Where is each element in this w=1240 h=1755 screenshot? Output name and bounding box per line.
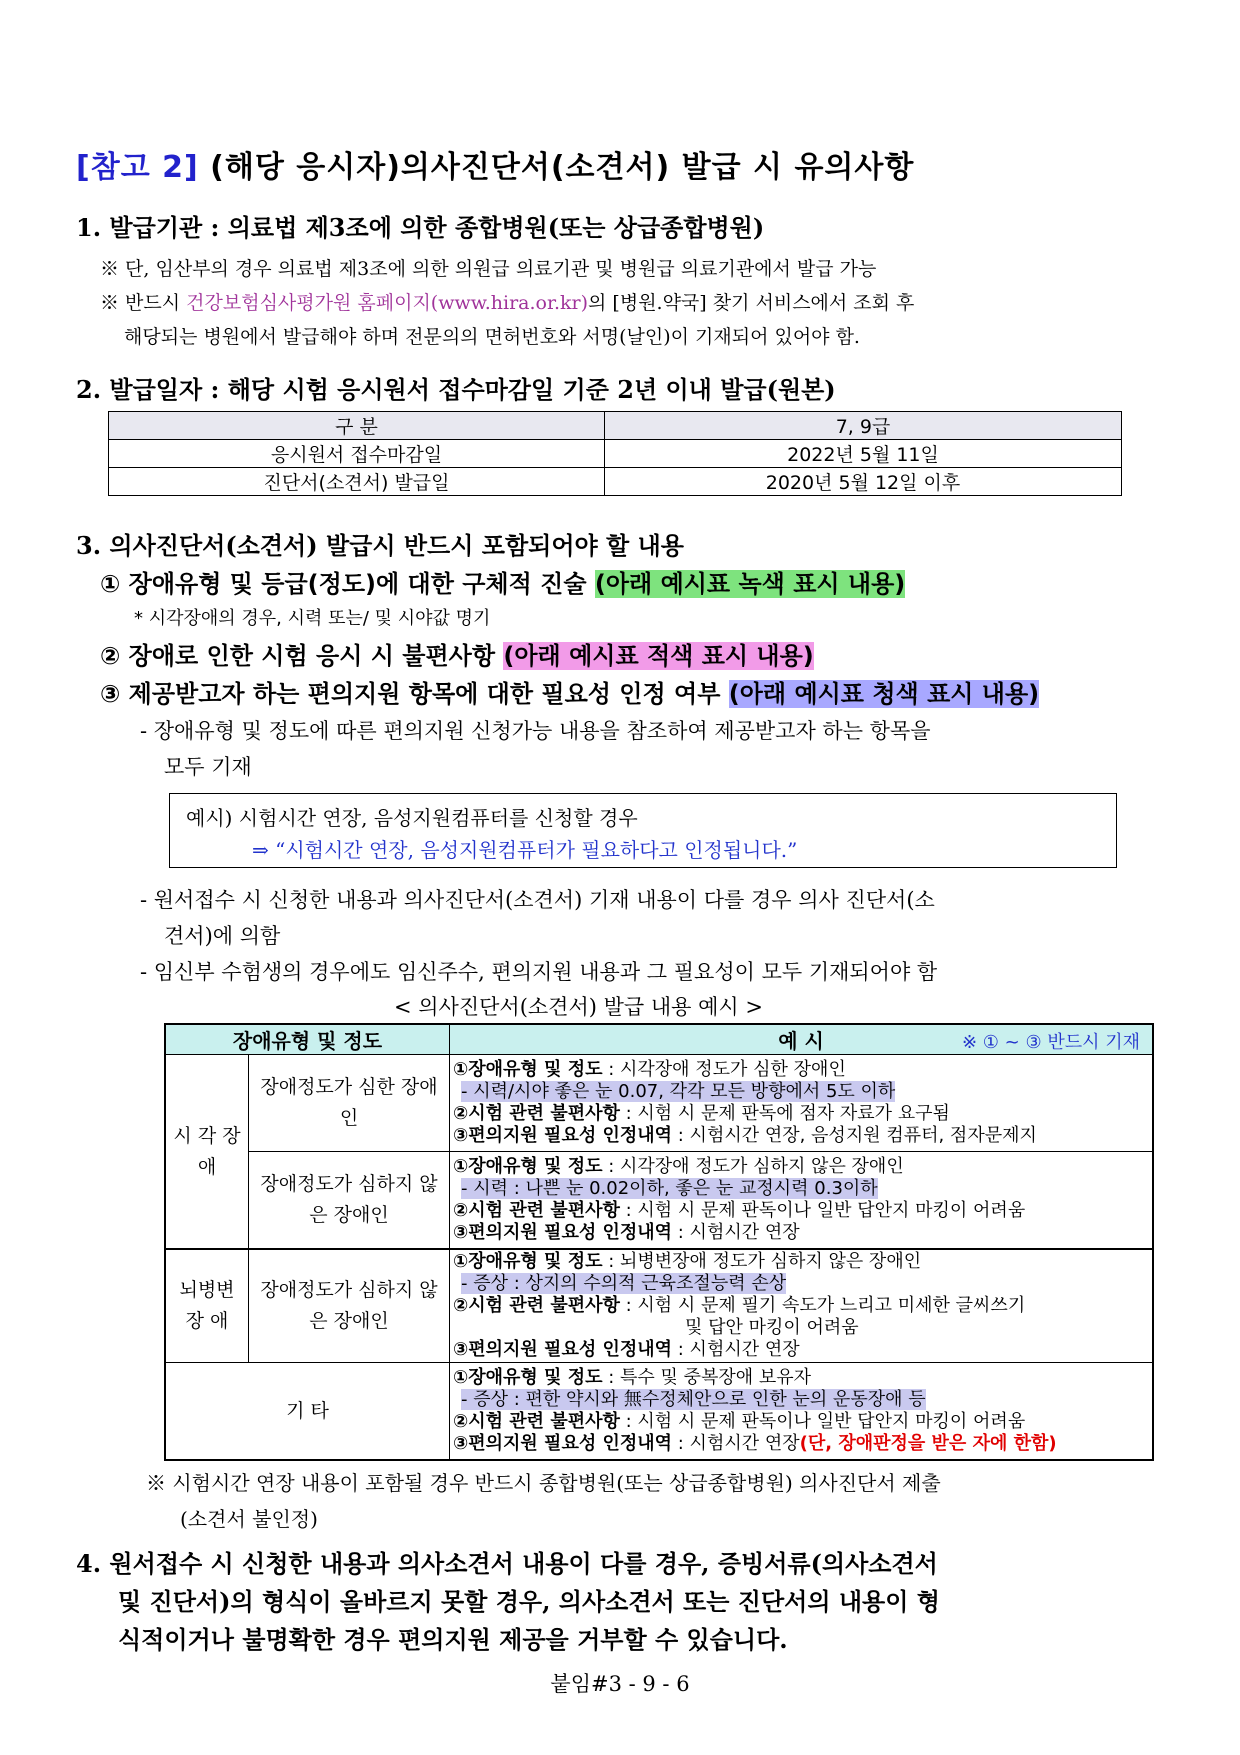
page-footer: 붙임#3 - 9 - 6 (550, 1672, 690, 1696)
title-text: (해당 응시자)의사진단서(소견서) 발급 시 유의사항 (210, 150, 915, 185)
l4-label: ③편의지원 필요성 인정내역 (453, 1125, 673, 1146)
type-other: 기 타 (165, 1363, 450, 1461)
sec1-note2-pre: ※ 반드시 (100, 292, 187, 314)
sec1-note2-post: 의 [병원.약국] 찾기 서비스에서 조회 후 (588, 292, 915, 314)
l4-text: : 시험시간 연장 (672, 1433, 800, 1454)
table-row (109, 440, 1122, 468)
item3-highlight: (아래 예시표 청색 표시 내용) (728, 680, 1040, 708)
table-cell: 2022년 5월 11일 (605, 440, 1122, 468)
type-brain: 뇌병변 장 애 (165, 1249, 249, 1363)
l1-label: ①장애유형 및 정도 (453, 1059, 603, 1080)
l4-label: ③편의지원 필요성 인정내역 (453, 1222, 673, 1243)
header-type: 장애유형 및 정도 (165, 1024, 450, 1055)
header-example-label: 예 시 (778, 1029, 824, 1053)
l2-highlight: - 증상 : 상지의 수의적 근육조절능력 손상 (461, 1273, 787, 1294)
table-cell: 2020년 5월 12일 이후 (605, 468, 1122, 496)
page-title (76, 142, 914, 186)
table-header-cell: 구 분 (109, 412, 605, 440)
table-header-cell: 7, 9급 (605, 412, 1122, 440)
item2-highlight: (아래 예시표 적색 표시 내용) (503, 642, 814, 670)
sec3-dash1b: 모두 기재 (164, 755, 252, 779)
example-box (169, 793, 1117, 868)
sec3-item2 (100, 636, 814, 671)
sec4-line1: 4. 원서접수 시 신청한 내용과 의사소견서 내용이 다를 경우, 증빙서류(의사소견서 (76, 1549, 938, 1578)
table-row (109, 468, 1122, 496)
sec1-heading: 1. 발급기관 : 의료법 제3조에 의한 종합병원(또는 상급종합병원) (76, 213, 765, 242)
table-header-row (109, 412, 1122, 440)
sec3-item3 (100, 674, 1039, 709)
sec3-dash2b: 견서)에 의함 (164, 924, 281, 948)
sec3-dash3: - 임신부 수험생의 경우에도 임신주수, 편의지원 내용과 그 필요성이 모두 기재되어야 함 (140, 960, 938, 984)
example-box-line2: ⇒ “시험시간 연장, 음성지원컴퓨터가 필요하다고 인정됩니다.” (252, 838, 798, 862)
degree-cell: 장애정도가 심하지 않은 장애인 (249, 1249, 450, 1363)
l3-continued: 및 답안 마킹이 어려움 (685, 1317, 859, 1338)
l1-text: : 시각장애 정도가 심한 장애인 (602, 1059, 846, 1080)
sec1-note2 (100, 288, 914, 315)
l3-text: : 시험 시 문제 판독에 점자 자료가 요구됨 (619, 1103, 950, 1124)
example-header-row (165, 1024, 1153, 1055)
l4-label: ③편의지원 필요성 인정내역 (453, 1339, 673, 1360)
l4-label: ③편의지원 필요성 인정내역 (453, 1433, 673, 1454)
example-cell (450, 1249, 1154, 1363)
header-note: ※ ① ~ ③ 반드시 기재 (962, 1032, 1140, 1053)
example-table (164, 1023, 1154, 1461)
sec3-dash2a: - 원서접수 시 신청한 내용과 의사진단서(소견서) 기재 내용이 다를 경우 의사 진단서(소 (140, 888, 935, 912)
hira-link[interactable]: 건강보험심사평가원 홈페이지(www.hira.or.kr) (186, 292, 589, 314)
example-cell (450, 1152, 1154, 1250)
l1-label: ①장애유형 및 정도 (453, 1156, 603, 1177)
example-box-line1: 예시) 시험시간 연장, 음성지원컴퓨터를 신청할 경우 (186, 806, 638, 830)
issue-date-table (108, 411, 1122, 496)
item1-highlight: (아래 예시표 녹색 표시 내용) (594, 570, 906, 598)
l2-highlight: - 시력 : 나쁜 눈 0.02이하, 좋은 눈 교정시력 0.3이하 (461, 1178, 878, 1199)
l3-text: : 시험 시 문제 판독이나 일반 답안지 마킹이 어려움 (619, 1411, 1026, 1432)
example-cell (450, 1363, 1154, 1461)
sec1-note1: ※ 단, 임산부의 경우 의료법 제3조에 의한 의원급 의료기관 및 병원급 의료기관에서 발급 가능 (100, 258, 877, 280)
degree-cell: 장애정도가 심한 장애인 (249, 1055, 450, 1152)
title-ref: [참고 2] (76, 150, 199, 185)
l1-text: : 특수 및 중복장애 보유자 (602, 1367, 812, 1388)
type-visual: 시 각 장 애 (165, 1055, 249, 1250)
sec3-heading: 3. 의사진단서(소견서) 발급시 반드시 포함되어야 할 내용 (76, 531, 684, 560)
sec4-line2: 및 진단서)의 형식이 올바르지 못할 경우, 의사소견서 또는 진단서의 내용이 형 (118, 1587, 940, 1616)
degree-cell: 장애정도가 심하지 않은 장애인 (249, 1152, 450, 1250)
l1-label: ①장애유형 및 정도 (453, 1251, 603, 1272)
l4-text: : 시험시간 연장, 음성지원 컴퓨터, 점자문제지 (672, 1125, 1037, 1146)
sec3-item1 (100, 564, 905, 599)
after-note2: (소견서 불인정) (180, 1507, 318, 1531)
example-caption: < 의사진단서(소견서) 발급 내용 예시 > (394, 995, 763, 1019)
table-row (165, 1055, 1153, 1152)
sec3-dash1a: - 장애유형 및 정도에 따른 편의지원 신청가능 내용을 참조하여 제공받고자 하는 항목을 (140, 719, 931, 743)
l3-text: : 시험 시 문제 필기 속도가 느리고 미세한 글씨쓰기 (619, 1295, 1026, 1316)
l1-text: : 시각장애 정도가 심하지 않은 장애인 (602, 1156, 904, 1177)
after-note1: ※ 시험시간 연장 내용이 포함될 경우 반드시 종합병원(또는 상급종합병원) 의사진단서 제출 (146, 1471, 941, 1495)
sec4-line3: 식적이거나 불명확한 경우 편의지원 제공을 거부할 수 있습니다. (118, 1625, 788, 1654)
l1-label: ①장애유형 및 정도 (453, 1367, 603, 1388)
l4-text: : 시험시간 연장 (672, 1222, 800, 1243)
l3-label: ②시험 관련 불편사항 (453, 1295, 620, 1316)
table-cell: 진단서(소견서) 발급일 (109, 468, 605, 496)
table-cell: 응시원서 접수마감일 (109, 440, 605, 468)
l1-text: : 뇌병변장애 정도가 심하지 않은 장애인 (602, 1251, 922, 1272)
l3-label: ②시험 관련 불편사항 (453, 1411, 620, 1432)
l3-label: ②시험 관련 불편사항 (453, 1200, 620, 1221)
header-example (450, 1024, 1154, 1055)
item1-text: ① 장애유형 및 등급(정도)에 대한 구체적 진술 (100, 570, 595, 598)
l4-red-note: (단, 장애판정을 받은 자에 한함) (799, 1433, 1057, 1454)
example-cell (450, 1055, 1154, 1152)
l4-text: : 시험시간 연장 (672, 1339, 800, 1360)
table-row (165, 1249, 1153, 1363)
l3-text: : 시험 시 문제 판독이나 일반 답안지 마킹이 어려움 (619, 1200, 1026, 1221)
l2-highlight: - 시력/시야 좋은 눈 0.07, 각각 모든 방향에서 5도 이하 (461, 1081, 896, 1102)
table-row (165, 1363, 1153, 1461)
item1-note: * 시각장애의 경우, 시력 또는/ 및 시야값 명기 (134, 608, 491, 629)
sec2-heading: 2. 발급일자 : 해당 시험 응시원서 접수마감일 기준 2년 이내 발급(원본) (76, 375, 836, 404)
table-row (165, 1152, 1153, 1250)
item3-text: ③ 제공받고자 하는 편의지원 항목에 대한 필요성 인정 여부 (100, 680, 729, 708)
l3-label: ②시험 관련 불편사항 (453, 1103, 620, 1124)
sec1-note3: 해당되는 병원에서 발급해야 하며 전문의의 면허번호와 서명(날인)이 기재되어 있어야 함. (124, 326, 860, 348)
item2-text: ② 장애로 인한 시험 응시 시 불편사항 (100, 642, 504, 670)
l2-highlight: - 증상 : 편한 약시와 無수정체안으로 인한 눈의 운동장애 등 (461, 1389, 926, 1410)
